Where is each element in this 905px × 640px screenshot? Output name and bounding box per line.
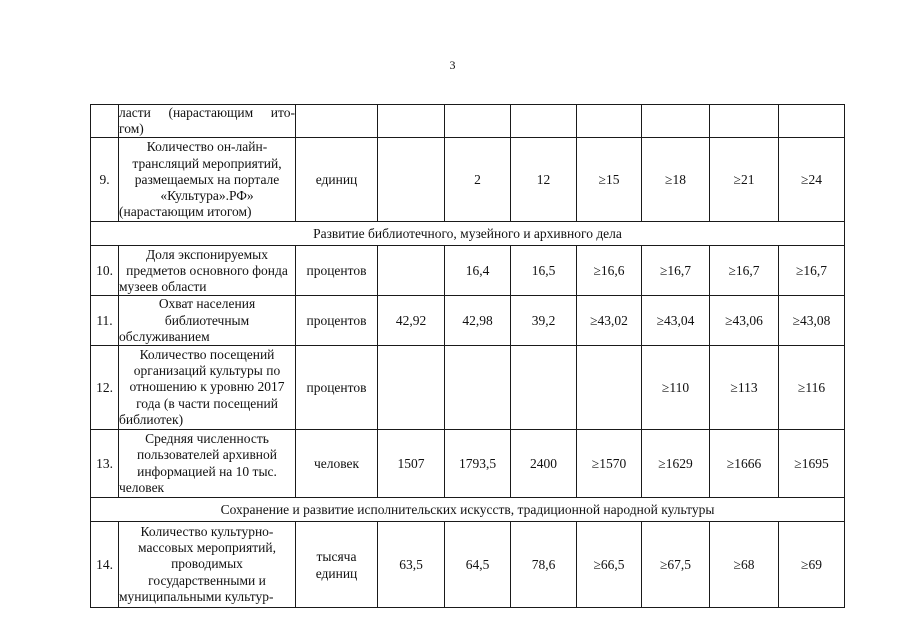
value-cell: ≥43,08 [779,296,845,346]
value-cell: ≥43,06 [710,296,779,346]
table-row [91,246,845,296]
value-cell: ≥43,02 [577,296,642,346]
row-number: 14. [91,522,119,608]
value-cell: ≥15 [577,138,642,222]
table-row [91,296,845,346]
value-cell: ≥21 [710,138,779,222]
value-cell: ≥116 [779,346,845,430]
value-cell: 12 [511,138,577,222]
value-cell: ≥1629 [642,430,710,498]
row-number: 13. [91,430,119,498]
table-row [91,346,845,430]
value-cell: ≥110 [642,346,710,430]
value-cell: ≥68 [710,522,779,608]
value-cell [577,346,642,430]
indicator-name: Количество он-лайн-трансляций мероприятий, размещаемых на портале «Культура».РФ» (нарастающим итогом) [119,138,296,222]
page-number: 3 [449,58,456,72]
section-heading: Развитие библиотечного, музейного и архивного дела [91,222,845,246]
table-row [91,138,845,222]
value-cell: ≥69 [779,522,845,608]
unit-cell: процентов [296,346,378,430]
value-cell: 42,92 [378,296,445,346]
indicators-table [90,104,845,608]
indicator-name: Доля экспонируемых предметов основного фонда музеев области [119,246,296,296]
unit-cell: процентов [296,296,378,346]
table-row [91,522,845,608]
value-cell: 63,5 [378,522,445,608]
value-cell: ≥43,04 [642,296,710,346]
section-row [91,222,845,246]
indicator-name: Средняя численность пользователей архивной информацией на 10 тыс. человек [119,430,296,498]
table-row [91,105,845,138]
row-number: 11. [91,296,119,346]
value-cell: 1507 [378,430,445,498]
unit-cell: единиц [296,138,378,222]
value-cell: 2400 [511,430,577,498]
unit-cell: процентов [296,246,378,296]
value-cell [378,138,445,222]
value-cell: ≥113 [710,346,779,430]
value-cell: 78,6 [511,522,577,608]
value-cell: ≥16,7 [642,246,710,296]
value-cell: 42,98 [445,296,511,346]
value-cell: ≥1570 [577,430,642,498]
indicator-name: Количество посещений организаций культуры по отношению к уровню 2017 года (в части посещений библиотек) [119,346,296,430]
row-number: 9. [91,138,119,222]
value-cell: ≥24 [779,138,845,222]
value-cell: 2 [445,138,511,222]
value-cell: ≥1695 [779,430,845,498]
unit-cell: тысяча единиц [296,522,378,608]
value-cell: ≥16,6 [577,246,642,296]
section-row [91,498,845,522]
value-cell: 16,5 [511,246,577,296]
value-cell: 16,4 [445,246,511,296]
row-number: 12. [91,346,119,430]
value-cell: ≥66,5 [577,522,642,608]
indicator-name: ласти (нарастающим ито- гом) [119,105,295,137]
value-cell: 64,5 [445,522,511,608]
value-cell [445,346,511,430]
value-cell [511,346,577,430]
value-cell [378,246,445,296]
unit-cell: человек [296,430,378,498]
value-cell: 1793,5 [445,430,511,498]
indicator-name: Охват населения библиотечным обслуживанием [119,296,296,346]
indicator-name: Количество культурно-массовых мероприятий, проводимых государственными и муниципальными культур- [119,522,296,608]
row-number: 10. [91,246,119,296]
value-cell: ≥67,5 [642,522,710,608]
value-cell [378,346,445,430]
value-cell: 39,2 [511,296,577,346]
value-cell: ≥16,7 [710,246,779,296]
value-cell: ≥18 [642,138,710,222]
value-cell: ≥1666 [710,430,779,498]
table-row [91,430,845,498]
value-cell: ≥16,7 [779,246,845,296]
section-heading: Сохранение и развитие исполнительских искусств, традиционной народной культуры [91,498,845,522]
